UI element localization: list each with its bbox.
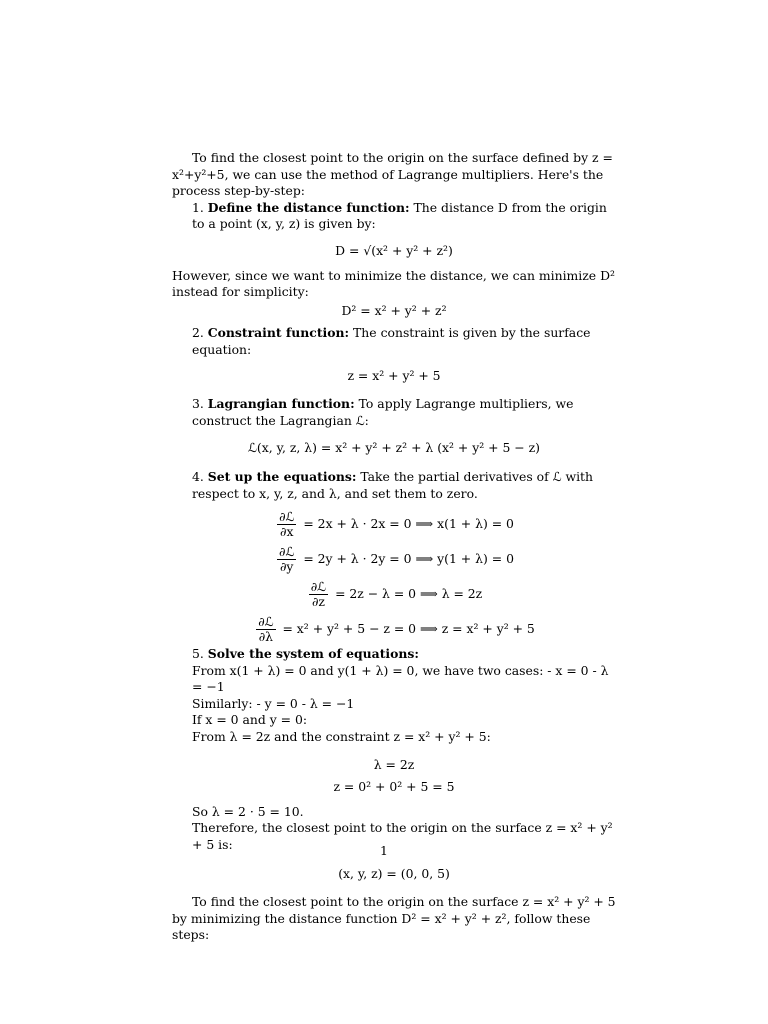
step5-line-2: Similarly: - y = 0 - λ = −1 — [192, 695, 355, 711]
intro-paragraph: To find the closest point to the origin on the surface defined by z = x²+y²+5, we can use the method of Lagrange multipliers. Here's the process step-by-step: — [172, 150, 613, 199]
step5-equation1: λ = 2z — [373, 756, 415, 772]
deriv-z-den: ∂z — [311, 594, 325, 610]
document-body — [172, 150, 616, 944]
step1-equation: D = √(x² + y² + z²) — [335, 242, 453, 258]
step5-heading — [172, 646, 616, 663]
step5-line-1: From x(1 + λ) = 0 and y(1 + λ) = 0, we have two cases: - x = 0 - λ = −1 — [192, 662, 609, 695]
step5-title: Solve the system of equations: — [207, 646, 419, 662]
deriv-x-num: ∂ℒ — [279, 509, 295, 525]
step4-paragraph — [172, 469, 616, 502]
step4-text: Take the partial derivatives of ℒ with respect to x, y, z, and λ, and set them to zero. — [192, 468, 594, 501]
step3-paragraph — [172, 396, 616, 429]
derivative-eq-x — [172, 510, 616, 539]
deriv-l-rhs: = x² + y² + 5 − z = 0 ⟹ z = x² + y² + 5 — [282, 621, 535, 637]
step1-note: However, since we want to minimize the distance, we can minimize D² instead for simplicity: — [172, 267, 615, 300]
step1-number: 1. — [192, 199, 204, 215]
step2-title: Constraint function: — [207, 325, 350, 341]
step1-title: Define the distance function: — [207, 199, 410, 215]
step3-title: Lagrangian function: — [207, 396, 355, 412]
step5-equation2: z = 0² + 0² + 5 = 5 — [333, 779, 455, 795]
step2-paragraph — [172, 325, 616, 358]
derivative-equations — [172, 510, 616, 644]
step2-equation: z = x² + y² + 5 — [347, 367, 441, 383]
step5-line-3: If x = 0 and y = 0: — [192, 712, 308, 728]
step5-number: 5. — [192, 646, 204, 662]
deriv-y-den: ∂y — [280, 559, 294, 575]
step4-number: 4. — [192, 468, 204, 484]
step2-number: 2. — [192, 325, 204, 341]
step2-text: The constraint is given by the surface equation: — [192, 325, 591, 357]
step3-text: To apply Lagrange multipliers, we construct the Lagrangian ℒ: — [192, 396, 574, 428]
deriv-x-den: ∂x — [280, 524, 294, 540]
step5-so: So λ = 2 · 5 = 10. — [192, 803, 304, 819]
deriv-l-den: ∂λ — [258, 629, 273, 645]
deriv-z-num: ∂ℒ — [310, 579, 327, 595]
deriv-y-rhs: = 2y + λ · 2y = 0 ⟹ y(1 + λ) = 0 — [303, 551, 514, 567]
deriv-l-num: ∂ℒ — [258, 614, 274, 630]
step3-equation: ℒ(x, y, z, λ) = x² + y² + z² + λ (x² + y² + 5 − z) — [248, 440, 540, 456]
derivative-eq-z — [172, 580, 616, 609]
deriv-y-num: ∂ℒ — [279, 544, 295, 560]
step5-therefore: Therefore, the closest point to the origin on the surface z = x² + y² + 5 is: — [192, 820, 613, 853]
step1-equation2: D² = x² + y² + z² — [341, 302, 447, 318]
step3-number: 3. — [192, 396, 204, 412]
step5-line-4: From λ = 2z and the constraint z = x² + y² + 5: — [192, 729, 491, 745]
derivative-eq-lambda — [172, 615, 616, 644]
closing-paragraph: To find the closest point to the origin on the surface z = x² + y² + 5 by minimizing the distance function D² = x² + y² + z², follow these steps: — [172, 894, 616, 943]
step1-text: The distance D from the origin to a point (x, y, z) is given by: — [192, 199, 607, 232]
deriv-x-rhs: = 2x + λ · 2x = 0 ⟹ x(1 + λ) = 0 — [303, 516, 514, 532]
result-equation: (x, y, z) = (0, 0, 5) — [338, 865, 450, 881]
step4-title: Set up the equations: — [207, 468, 357, 484]
page-number: 1 — [380, 843, 388, 858]
step1-paragraph — [172, 200, 616, 233]
deriv-z-rhs: = 2z − λ = 0 ⟹ λ = 2z — [335, 586, 483, 602]
derivative-eq-y — [172, 545, 616, 574]
